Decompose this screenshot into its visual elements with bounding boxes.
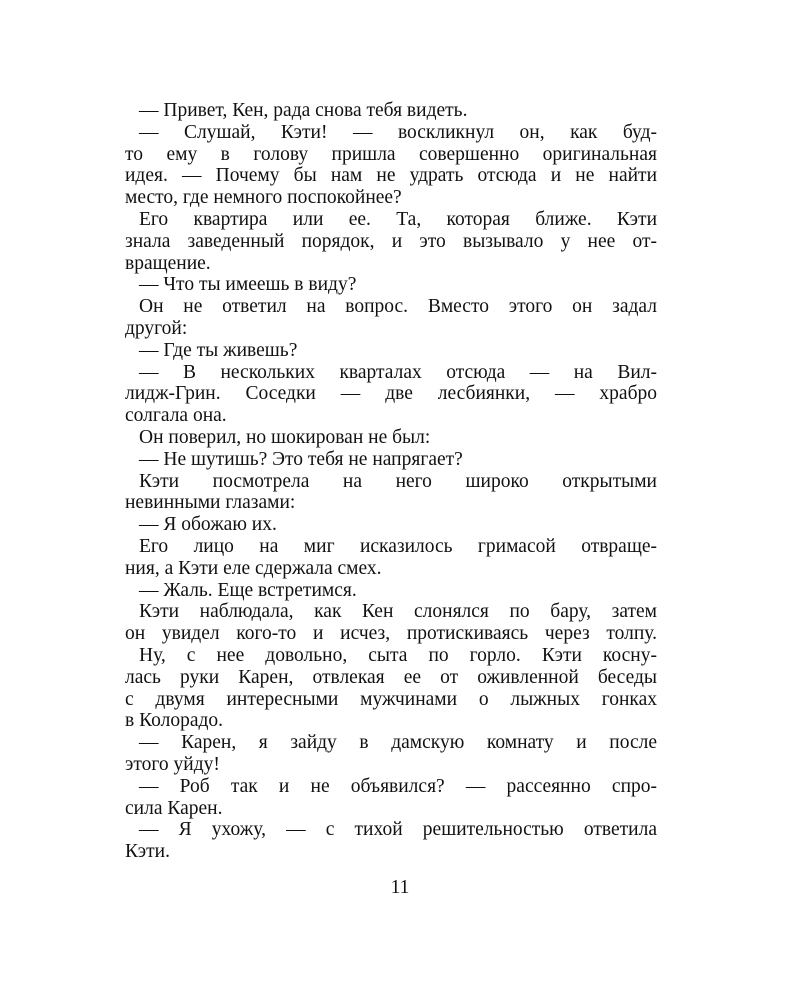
- text-line: — В нескольких кварталах отсюда — на Вил-: [139, 361, 657, 383]
- text-line: он увидел кого-то и исчез, протискиваясь через толпу.: [125, 623, 657, 645]
- text-line: Кэти наблюдала, как Кен слонялся по бару, затем: [139, 601, 657, 623]
- text-line: место, где немного поспокойнее?: [125, 187, 402, 209]
- text-line: в Колорадо.: [125, 710, 224, 732]
- text-line: Его квартира или ее. Та, которая ближе. Кэти: [139, 208, 657, 230]
- text-line: ния, а Кэти еле сдержала смех.: [125, 557, 382, 579]
- text-line: — Что ты имеешь в виду?: [139, 274, 357, 296]
- text-line: — Не шутишь? Это тебя не напрягает?: [139, 448, 463, 470]
- text-line: — Слушай, Кэти! — воскликнул он, как буд-: [139, 121, 657, 143]
- body-text: [125, 100, 657, 863]
- text-line: Кэти посмотрела на него широко открытыми: [139, 470, 657, 492]
- text-line: сила Карен.: [125, 797, 223, 819]
- text-line: знала заведенный порядок, и это вызывало у нее от-: [125, 230, 657, 252]
- text-line: этого уйду!: [125, 753, 220, 775]
- text-line: то ему в голову пришла совершенно оригинальная: [125, 143, 657, 165]
- text-line: Его лицо на миг исказилось гримасой отвраще-: [139, 535, 657, 557]
- text-line: Он поверил, но шокирован не был:: [139, 426, 431, 448]
- text-line: — Роб так и не объявился? — рассеянно спро-: [139, 775, 657, 797]
- text-line: идея. — Почему бы нам не удрать отсюда и не найти: [125, 165, 657, 187]
- text-line: Ну, с нее довольно, сыта по горло. Кэти косну-: [139, 644, 657, 666]
- text-line: Он не ответил на вопрос. Вместо этого он задал: [139, 296, 657, 318]
- text-line: вращение.: [125, 252, 211, 274]
- text-line: — Привет, Кен, рада снова тебя видеть.: [139, 100, 468, 121]
- text-line: — Жаль. Еще встретимся.: [139, 579, 357, 601]
- text-line: лась руки Карен, отвлекая ее от оживленной беседы: [125, 666, 657, 688]
- text-line: — Карен, я зайду в дамскую комнату и после: [139, 732, 657, 754]
- page-number: 11: [390, 877, 410, 898]
- text-line: Кэти.: [125, 841, 170, 863]
- text-line: — Я ухожу, — с тихой решительностью ответила: [139, 819, 657, 841]
- text-line: — Я обожаю их.: [139, 514, 277, 536]
- text-line: невинными глазами:: [125, 492, 296, 514]
- text-line: лидж-Грин. Соседки — две лесбиянки, — храбро: [125, 383, 657, 405]
- text-line: другой:: [125, 317, 188, 339]
- text-line: с двумя интересными мужчинами о лыжных гонках: [125, 688, 657, 710]
- text-line: солгала она.: [125, 405, 227, 427]
- text-line: — Где ты живешь?: [139, 339, 298, 361]
